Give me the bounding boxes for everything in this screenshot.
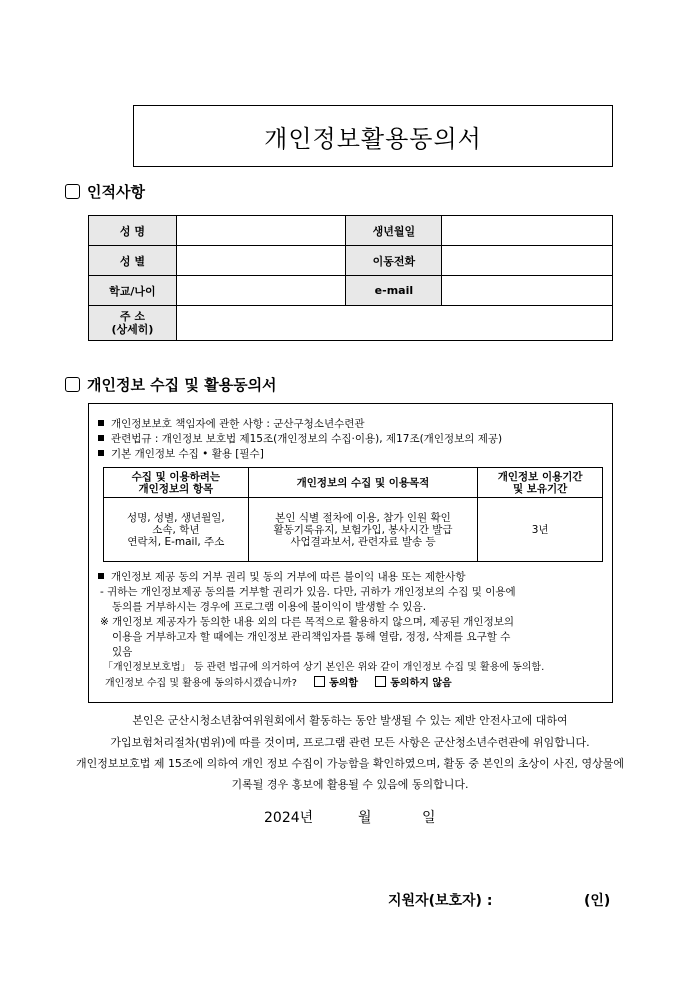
section-title: 인적사항 (87, 183, 145, 201)
consent-text-line: 있음 (112, 646, 133, 658)
table-header-row (104, 468, 603, 498)
bullet-item: 개인정보보호 책임자에 관한 사항 : 군산구청소년수련관 (98, 417, 365, 432)
section-consent-heading (65, 374, 277, 395)
signature-label: 지원자(보호자) : (388, 893, 493, 909)
checkbox-icon[interactable] (375, 676, 386, 687)
birthdate-label: 생년월일 (346, 216, 442, 246)
statement-line: 가입보험처리절차(범위)에 따를 것이며, 프로그램 관련 모든 사항은 군산청소년수련관에 위임합니다. (110, 736, 590, 749)
section-personal-info-heading (65, 181, 145, 202)
email-label: e-mail (346, 276, 442, 306)
header-period: 개인정보 이용기간 및 보유기간 (478, 468, 603, 498)
table-row (89, 246, 613, 276)
table-row (89, 276, 613, 306)
personal-info-table (88, 215, 613, 341)
consent-question-line: 개인정보 수집 및 활용에 동의하시겠습니까? 동의함 동의하지 않음 (105, 678, 452, 689)
consent-text-line: ※ 개인정보 제공자가 동의한 내용 외의 다른 목적으로 활용하지 않으며, 제공된 개인정보의 (100, 616, 514, 628)
header-items: 수집 및 이용하려는 개인정보의 항목 (104, 468, 249, 498)
table-row (104, 498, 603, 562)
disagree-option[interactable]: 동의하지 않음 (375, 678, 451, 689)
consent-text-line: 「개인정보보호법」 등 관련 법규에 의거하여 상기 본인은 위와 같이 개인정보 수집 및 활용에 동의함. (103, 662, 545, 673)
school-age-label: 학교/나이 (89, 276, 177, 306)
statement-line: 기록될 경우 홍보에 활용될 수 있음에 동의합니다. (231, 778, 469, 791)
mobile-label: 이동전화 (346, 246, 442, 276)
document-title: 개인정보활용동의서 (133, 105, 613, 167)
cell-period: 3년 (478, 498, 603, 562)
date-day: 일 (422, 810, 436, 826)
checkbox-square-icon (65, 377, 80, 392)
date-year: 2024년 (264, 810, 314, 826)
gender-field[interactable] (176, 246, 346, 276)
bullet-icon (98, 420, 104, 426)
bullet-item: 개인정보 제공 동의 거부 권리 및 동의 거부에 따른 불이익 내용 또는 제한사항 (98, 570, 465, 585)
statement-line: 본인은 군산시청소년참여위원회에서 활동하는 동안 발생될 수 있는 제반 안전사고에 대하여 (132, 714, 568, 727)
cell-items: 성명, 성별, 생년월일, 소속, 학년 연락처, E-mail, 주소 (104, 498, 249, 562)
mobile-field[interactable] (442, 246, 613, 276)
gender-label: 성 별 (89, 246, 177, 276)
name-field[interactable] (176, 216, 346, 246)
email-field[interactable] (442, 276, 613, 306)
bullet-icon (98, 435, 104, 441)
bullet-icon (98, 573, 104, 579)
bullet-item: 관련법규 : 개인정보 보호법 제15조(개인정보의 수집·이용), 제17조(개인정보의 제공) (98, 432, 502, 447)
name-label: 성 명 (89, 216, 177, 246)
date-month: 월 (358, 810, 372, 826)
consent-table (103, 467, 603, 562)
consent-text-line: 동의를 거부하시는 경우에 프로그램 이용에 불이익이 발생할 수 있음. (112, 601, 427, 613)
table-row (89, 216, 613, 246)
header-purpose: 개인정보의 수집 및 이용목적 (248, 468, 478, 498)
bullet-item: 기본 개인정보 수집 • 활용 [필수] (98, 447, 264, 462)
bullet-icon (98, 450, 104, 456)
address-label: 주 소 (상세히) (89, 306, 177, 341)
checkbox-icon[interactable] (314, 676, 325, 687)
checkbox-square-icon (65, 184, 80, 199)
consent-text-line: 이용을 거부하고자 할 때에는 개인정보 관리책임자를 통해 열람, 정정, 삭제를 요구할 수 (112, 631, 511, 643)
birthdate-field[interactable] (442, 216, 613, 246)
school-age-field[interactable] (176, 276, 346, 306)
table-row (89, 306, 613, 341)
consent-text-line: - 귀하는 개인정보제공 동의를 거부할 권리가 있음. 다만, 귀하가 개인정보의 수집 및 이용에 (100, 586, 516, 598)
statement-line: 개인정보보호법 제 15조에 의하여 개인 정보 수집이 가능함을 확인하였으며, 활동 중 본인의 초상이 사진, 영상물에 (75, 757, 625, 770)
address-field[interactable] (176, 306, 612, 341)
cell-purpose: 본인 식별 절차에 이용, 참가 인원 확인 활동기록유지, 보험가입, 봉사시간 발급 사업결과보서, 관련자료 발송 등 (248, 498, 478, 562)
agree-option[interactable]: 동의함 (314, 678, 358, 689)
seal-mark: (인) (584, 893, 611, 909)
section-title: 개인정보 수집 및 활용동의서 (87, 376, 277, 394)
